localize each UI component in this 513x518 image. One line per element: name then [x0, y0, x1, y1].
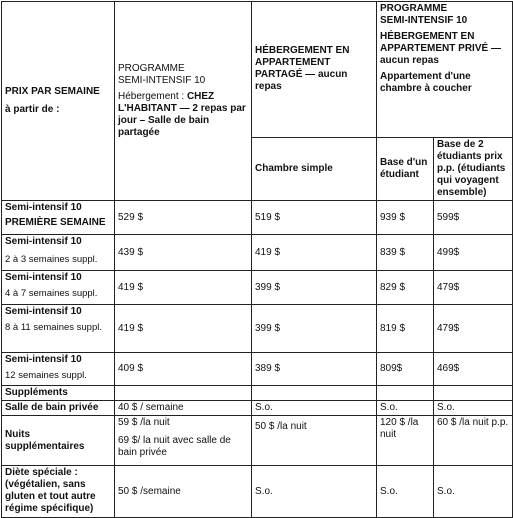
price-cell: 419 $: [115, 271, 252, 305]
base1-subheader-cell: [377, 138, 434, 201]
row-sublabel: PREMIÈRE SEMAINE: [5, 217, 106, 228]
price-header-cell: [2, 2, 115, 201]
partage-subheader-cell: [252, 138, 377, 201]
row-label: Semi-intensif 10: [5, 354, 82, 365]
price-cell: 499$: [434, 235, 513, 271]
price-header-title: PRIX PAR SEMAINE: [5, 86, 100, 97]
price-cell: S.o.: [377, 466, 434, 518]
price-cell: S.o.: [377, 401, 434, 416]
habitant-header-title-2: SEMI-INTENSIF 10: [118, 75, 206, 86]
row-label-cell: [2, 201, 115, 235]
price-cell: 60 $ /la nuit p.p.: [434, 416, 513, 466]
price-cell: 479$: [434, 305, 513, 353]
empty-cell: [252, 386, 377, 401]
price-cell: 40 $ / semaine: [115, 401, 252, 416]
price-cell: 529 $: [115, 201, 252, 235]
price-cell: S.o.: [252, 401, 377, 416]
row-sublabel: 4 à 7 semaines suppl.: [5, 288, 98, 299]
habitant-header-title-1: PROGRAMME: [118, 63, 185, 74]
habitant-desc-prefix: Hébergement :: [118, 91, 187, 102]
nuits-habitant-cell: [115, 416, 252, 466]
empty-cell: [434, 386, 513, 401]
row-sublabel: 12 semaines suppl.: [5, 370, 87, 381]
price-cell: 599$: [434, 201, 513, 235]
salle-label: Salle de bain privée: [2, 401, 115, 416]
table-row: [2, 401, 513, 416]
habitant-desc-bold: CHEZ L'HABITANT — 2 repas par jour – Salle de bain partagée: [118, 91, 246, 138]
table-row: [2, 416, 513, 466]
table-row: [2, 235, 513, 271]
row-sublabel: 8 à 11 semaines suppl.: [5, 322, 102, 333]
row-label: Semi-intensif 10: [5, 202, 82, 213]
price-cell: 50 $ /la nuit: [252, 416, 377, 466]
price-cell: 819 $: [377, 305, 434, 353]
price-cell: 120 $ /la nuit: [377, 416, 434, 466]
row-label-cell: [2, 271, 115, 305]
base2-subheader: Base de 2 étudiants prix p.p. (étudiants qui voyagent ensemble): [437, 139, 506, 198]
price-cell: 399 $: [252, 271, 377, 305]
row-label: Semi-intensif 10: [5, 306, 82, 317]
price-cell: 479$: [434, 271, 513, 305]
empty-cell: [115, 386, 252, 401]
price-header-subtitle: à partir de :: [5, 104, 60, 115]
price-cell: 939 $: [377, 201, 434, 235]
row-label-cell: [2, 353, 115, 386]
prive-header-line-2: SEMI-INTENSIF 10: [380, 15, 468, 26]
price-cell: 809$: [377, 353, 434, 386]
price-cell: 839 $: [377, 235, 434, 271]
partage-header-cell: [252, 2, 377, 138]
price-cell: 519 $: [252, 201, 377, 235]
nuits-habitant-1: 59 $ /la nuit: [118, 417, 170, 428]
row-sublabel: 2 à 3 semaines suppl.: [5, 254, 98, 265]
table-row: [2, 305, 513, 353]
nuits-habitant-2: 69 $/ la nuit avec salle de bain privée: [118, 435, 231, 458]
price-cell: 399 $: [252, 305, 377, 353]
table-row: [2, 353, 513, 386]
price-cell: S.o.: [434, 401, 513, 416]
price-cell: S.o.: [252, 466, 377, 518]
nuits-label: Nuits supplémentaires: [2, 416, 115, 466]
habitant-header-cell: [115, 2, 252, 201]
price-cell: 389 $: [252, 353, 377, 386]
partage-header-title: HÉBERGEMENT EN APPARTEMENT PARTAGÉ — aucun repas: [255, 45, 350, 92]
base1-subheader: Base d'un étudiant: [380, 157, 428, 180]
price-table: [1, 1, 513, 518]
supplements-heading: Suppléments: [2, 386, 115, 401]
prive-header-line-3: HÉBERGEMENT EN APPARTEMENT PRIVÉ —: [380, 31, 501, 54]
price-cell: 439 $: [115, 235, 252, 271]
price-cell: 409 $: [115, 353, 252, 386]
price-cell: 50 $ /semaine: [115, 466, 252, 518]
empty-cell: [377, 386, 434, 401]
table-row: [2, 201, 513, 235]
table-row: [2, 271, 513, 305]
price-cell: 419 $: [115, 305, 252, 353]
price-cell: 419 $: [252, 235, 377, 271]
row-label-cell: [2, 305, 115, 353]
partage-subheader: Chambre simple: [255, 163, 333, 174]
base2-subheader-cell: [434, 138, 513, 201]
prive-header-line-4: aucun repas: [380, 55, 439, 66]
row-label: Semi-intensif 10: [5, 272, 82, 283]
prive-header-line-5: Appartement d'une chambre à coucher: [380, 71, 472, 94]
diete-label: Diète spéciale : (végétalien, sans gluten et tout autre régime spécifique): [2, 466, 115, 518]
price-cell: 829 $: [377, 271, 434, 305]
supplements-row: [2, 386, 513, 401]
prive-header-line-1: PROGRAMME: [380, 3, 448, 14]
price-cell: S.o.: [434, 466, 513, 518]
prive-header-cell: [377, 2, 513, 138]
habitant-header-desc: [118, 91, 248, 139]
table-row: [2, 466, 513, 518]
row-label-cell: [2, 235, 115, 271]
price-cell: 469$: [434, 353, 513, 386]
row-label: Semi-intensif 10: [5, 236, 82, 247]
